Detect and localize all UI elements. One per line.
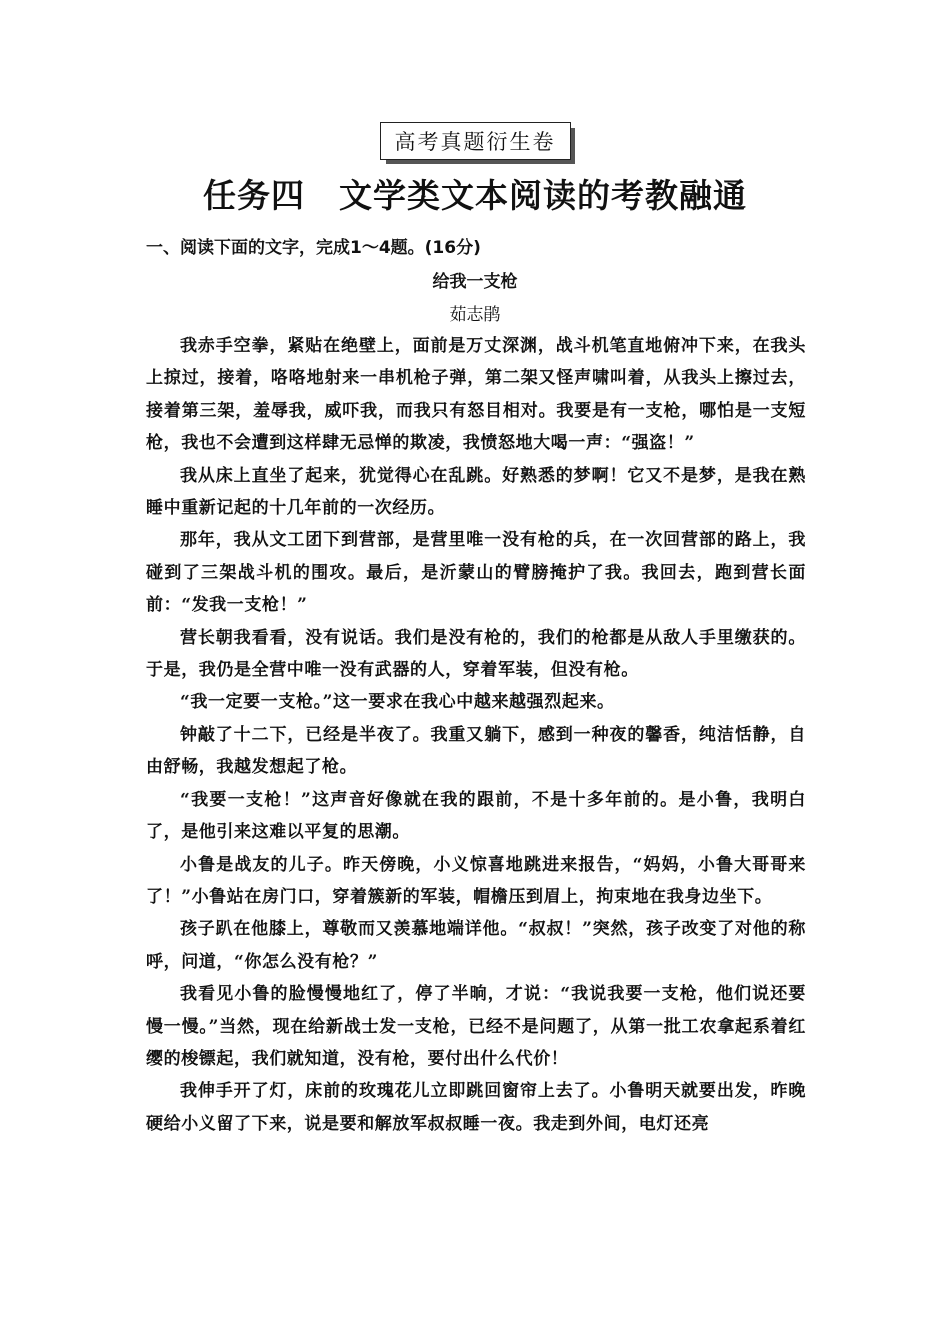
passage-title: 给我一支枪 (432, 272, 518, 292)
badge-container (0, 122, 950, 160)
paragraph: 那年，我从文工团下到营部，是营里唯一没有枪的兵，在一次回营部的路上，我碰到了三架战斗机的围攻。最后，是沂蒙山的臂膀掩护了我。我回去，跑到营长面前：“发我一支枪！” (146, 530, 806, 616)
paragraph: 小鲁是战友的儿子。昨天傍晚，小义惊喜地跳进来报告，“妈妈，小鲁大哥哥来了！”小鲁站在房门口，穿着簇新的军装，帽檐压到眉上，拘束地在我身边坐下。 (146, 854, 806, 907)
paragraph: 我赤手空拳，紧贴在绝壁上，面前是万丈深渊，战斗机笔直地俯冲下来，在我头上掠过，接着，咯咯地射来一串机枪子弹，第二架又怪声啸叫着，从我头上擦过去，接着第三架，羞辱我，威吓我，而我只有怒目相对。我要是有一支枪，哪怕是一支短枪，我也不会遭到这样肆无忌惮的欺凌，我愤怒地大喝一声：“强盗！” (146, 336, 806, 454)
paragraph: “我一定要一支枪。”这一要求在我心中越来越强烈起来。 (180, 692, 615, 713)
paragraph: “我要一支枪！”这声音好像就在我的跟前，不是十多年前的。是小鲁，我明白了，是他引来这难以平复的思潮。 (146, 789, 806, 843)
paragraph: 营长朝我看看，没有说话。我们是没有枪的，我们的枪都是从敌人手里缴获的。于是，我仍是全营中唯一没有武器的人，穿着军装，但没有枪。 (146, 627, 806, 681)
paragraph: 孩子趴在他膝上，尊敬而又羡慕地端详他。“叔叔！”突然，孩子改变了对他的称呼，问道，“你怎么没有枪？” (146, 919, 806, 972)
paragraph: 钟敲了十二下，已经是半夜了。我重又躺下，感到一种夜的馨香，纯洁恬静，自由舒畅，我越发想起了枪。 (146, 724, 806, 778)
exam-badge: 高考真题衍生卷 (380, 122, 571, 160)
passage-author: 茹志鹃 (449, 305, 501, 325)
page-title: 任务四 文学类文本阅读的考教融通 (203, 176, 747, 215)
paragraph: 我伸手开了灯，床前的玫瑰花儿立即跳回窗帘上去了。小鲁明天就要出发，昨晚硬给小义留了下来，说是要和解放军叔叔睡一夜。我走到外间，电灯还亮 (146, 1081, 806, 1134)
paragraph: 我看见小鲁的脸慢慢地红了，停了半晌，才说：“我说我要一支枪，他们说还要慢一慢。”当然，现在给新战士发一支枪，已经不是问题了，从第一批工农拿起系着红缨的梭镖起，我们就知道，没有枪，要付出什么代价！ (146, 984, 806, 1069)
passage-body (146, 330, 806, 1140)
question-instruction: 一、阅读下面的文字，完成1～4题。(16分) (146, 238, 481, 258)
paragraph: 我从床上直坐了起来，犹觉得心在乱跳。好熟悉的梦啊！它又不是梦，是我在熟睡中重新记起的十几年前的一次经历。 (146, 465, 806, 519)
